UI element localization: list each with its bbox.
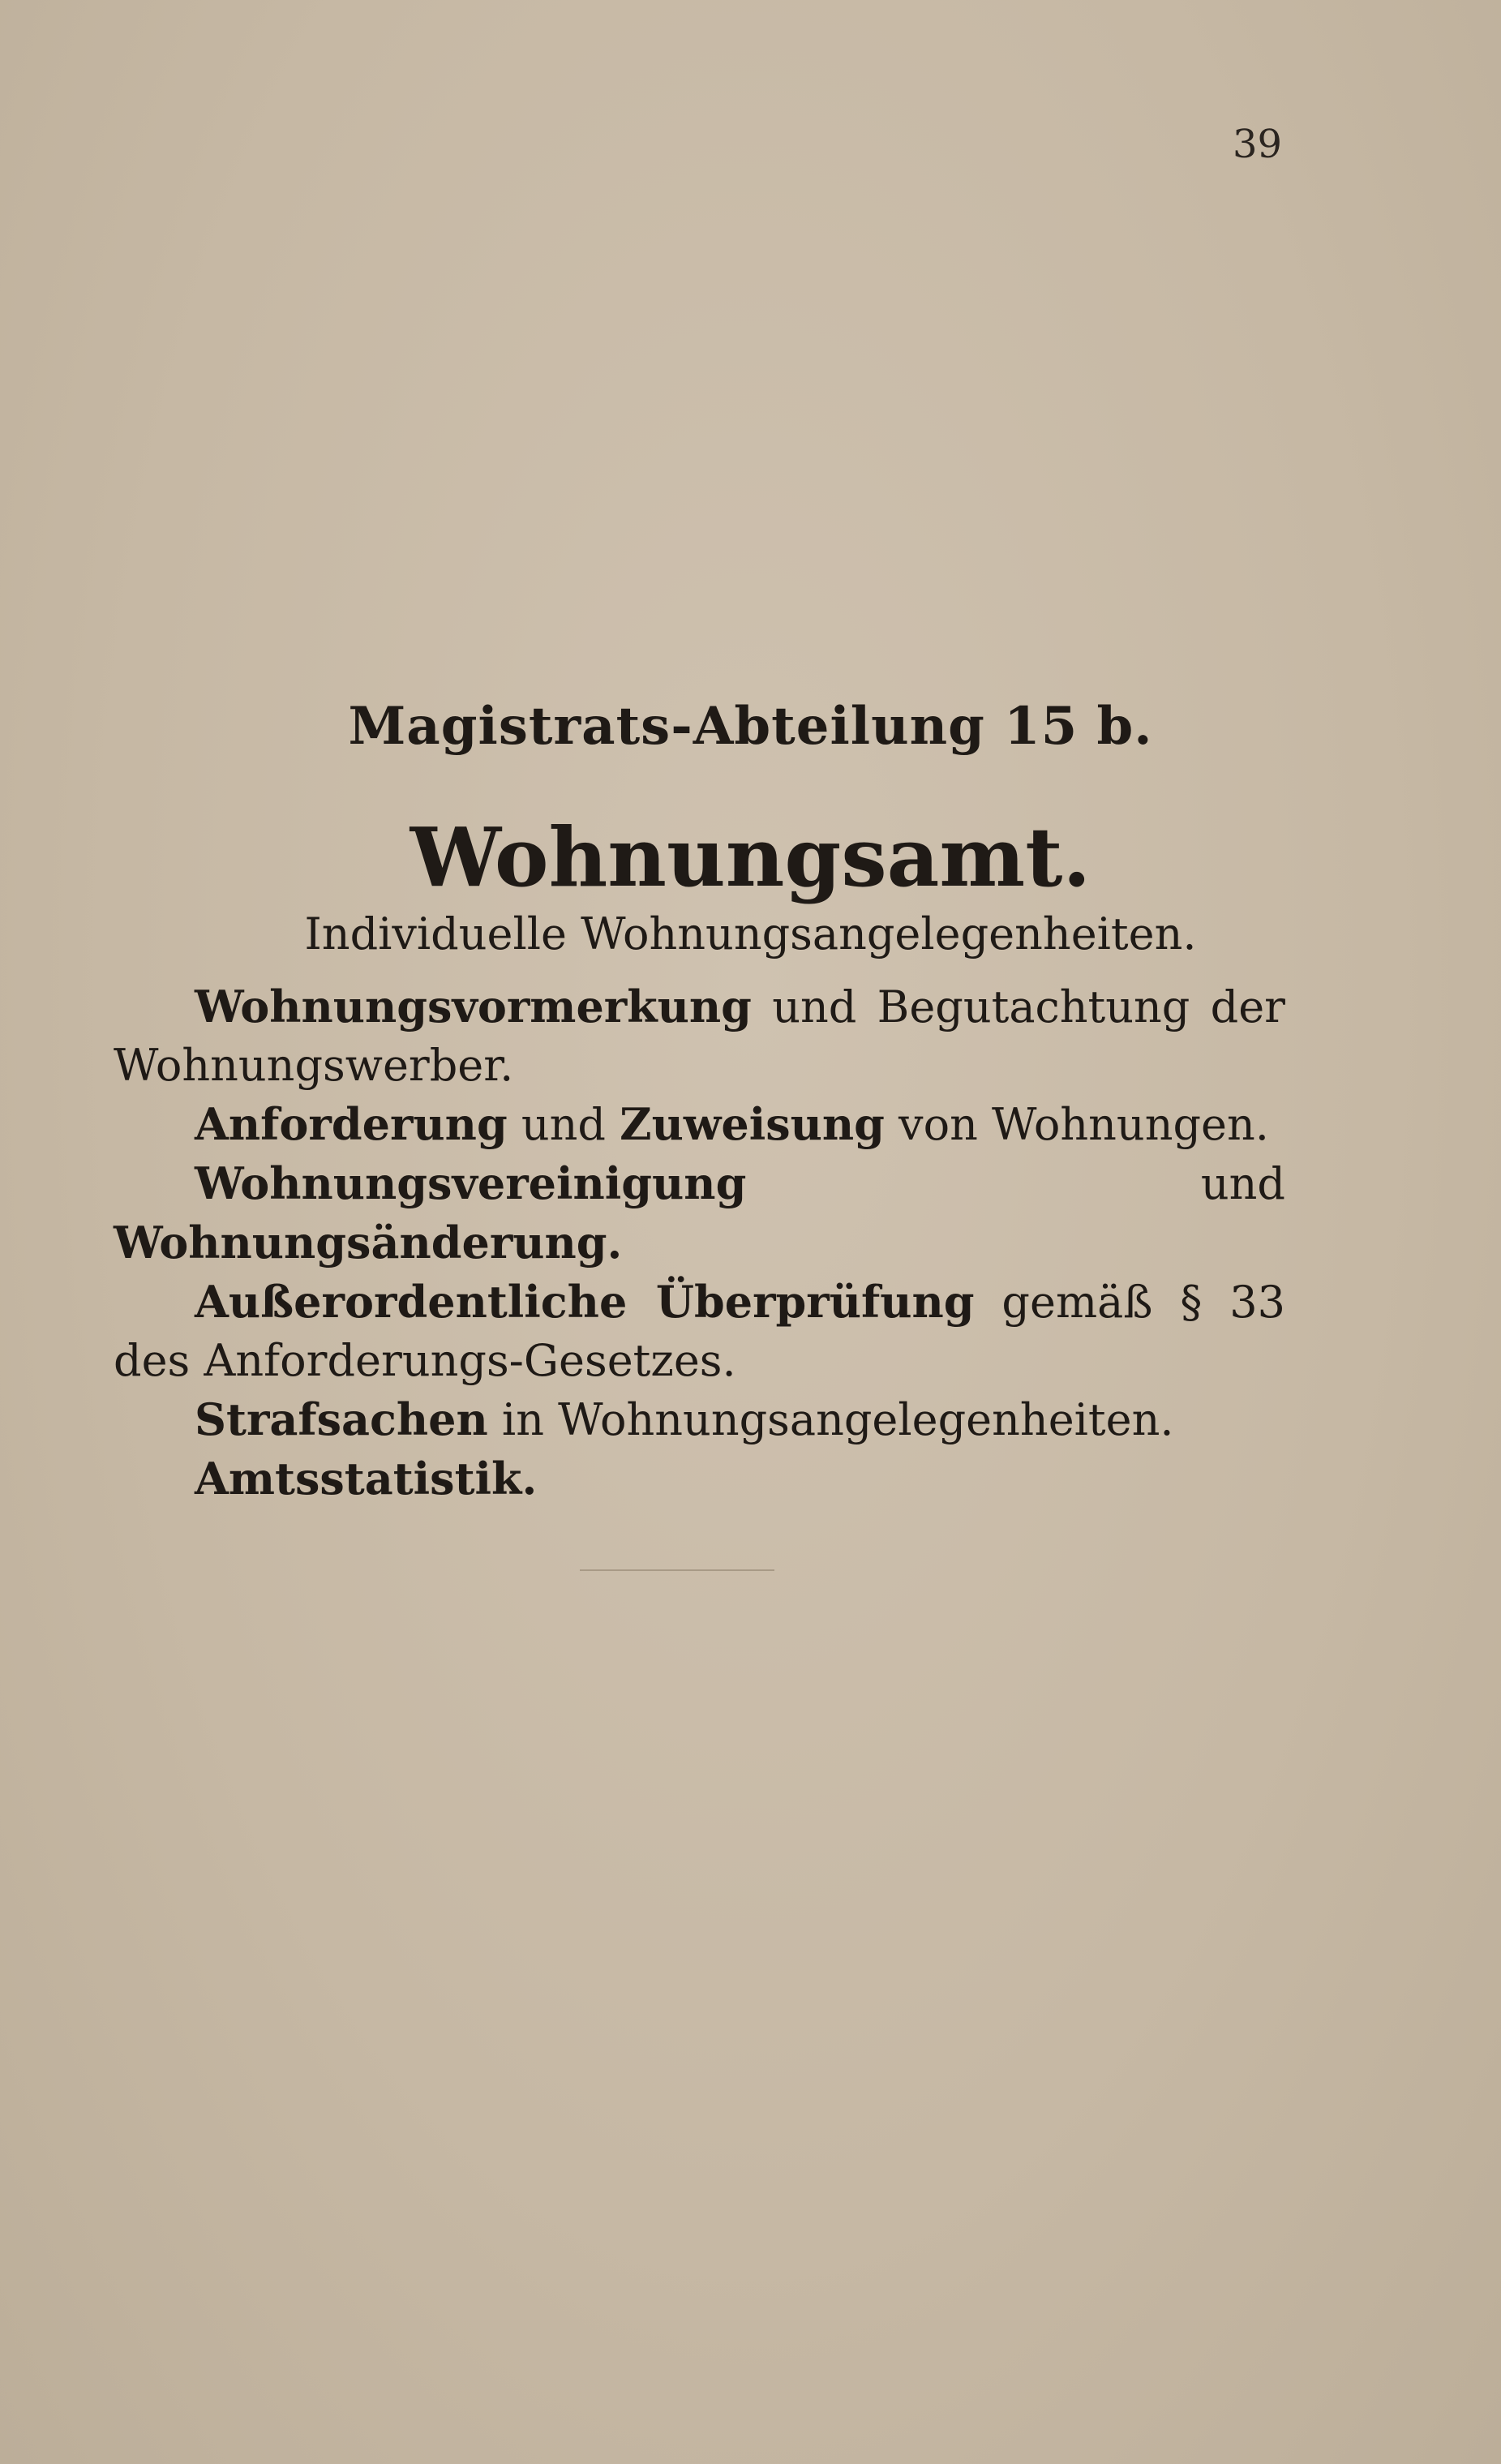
duty-item <box>114 977 1285 1095</box>
office-title: Wohnungsamt. <box>410 809 1091 905</box>
duty-item <box>114 1273 1285 1390</box>
duties-list <box>114 977 1285 1509</box>
duty-term: Anforderung <box>195 1098 508 1150</box>
duty-term: Wohnungsvereinigung <box>195 1157 747 1209</box>
duty-item <box>114 1390 1285 1449</box>
duty-item <box>114 1154 1285 1273</box>
duty-term: Wohnungsänderung. <box>114 1217 623 1268</box>
duty-term: Wohnungsvormerkung <box>195 981 752 1032</box>
duty-item <box>114 1449 1285 1509</box>
duty-term: Zuweisung <box>620 1098 885 1150</box>
duty-item <box>114 1095 1285 1154</box>
duty-term: Strafsachen <box>195 1393 488 1445</box>
duty-text: und Begutachtung der Wohnungswerber. <box>114 981 1285 1091</box>
duty-term: Außerordentliche Überprüfung <box>195 1276 975 1328</box>
duty-term: Amtsstatistik. <box>195 1453 538 1505</box>
office-subtitle: Individuelle Wohnungsangelegenheiten. <box>304 908 1197 959</box>
duty-text: in Wohnungsangelegenheiten. <box>487 1394 1174 1445</box>
page-number: 39 <box>1233 122 1283 167</box>
divider-rule <box>580 1569 774 1571</box>
duty-text: von Wohnungen. <box>884 1099 1269 1150</box>
duty-text: und <box>507 1099 620 1150</box>
duty-text: und <box>746 1158 1285 1209</box>
department-heading: Magistrats-Abteilung 15 b. <box>348 696 1153 757</box>
duty-text: gemäß § 33 des Anforderungs-Gesetzes. <box>114 1277 1285 1386</box>
